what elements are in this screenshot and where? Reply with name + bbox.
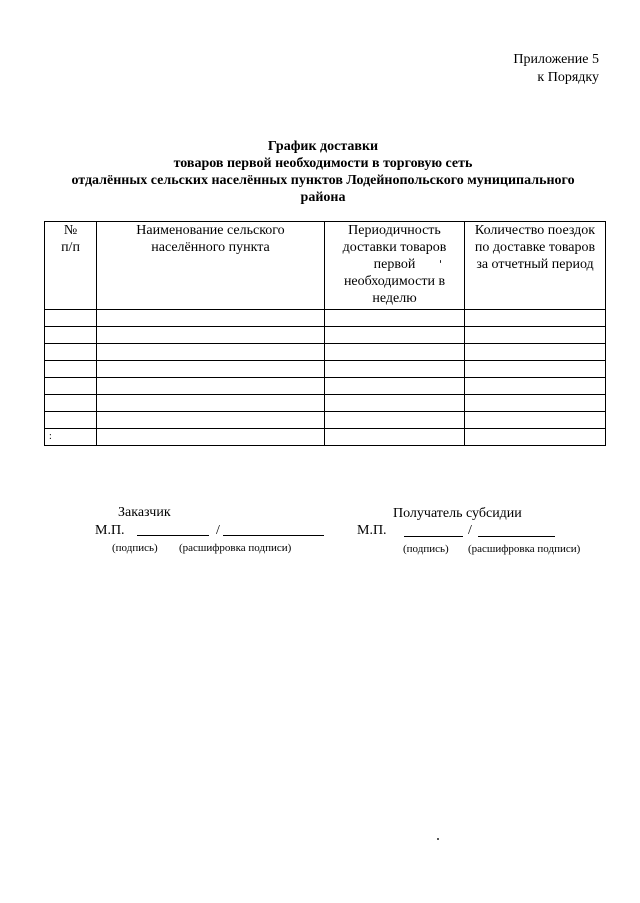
table-row: [45, 378, 606, 395]
table-cell: [97, 310, 325, 327]
scan-speck: [437, 838, 439, 840]
header-settlement-name: Наименование сельского населённого пункта: [97, 222, 325, 310]
table-row: [45, 395, 606, 412]
recipient-slash: /: [468, 523, 472, 538]
customer-decode-line[interactable]: [223, 522, 324, 536]
title-line-1: График доставки: [267, 139, 379, 154]
table-cell: [45, 344, 97, 361]
table-cell: [465, 361, 606, 378]
title-line-3: отдалённых сельских населённых пунктов Лодейнопольского муниципального: [71, 173, 575, 188]
table-cell: [325, 310, 465, 327]
table-cell: [325, 429, 465, 446]
recipient-role: Получатель субсидии: [393, 506, 522, 521]
customer-sign-caption: (подпись): [112, 542, 158, 554]
table-row: [45, 327, 606, 344]
table-cell: [465, 395, 606, 412]
recipient-decode-line[interactable]: [478, 523, 555, 537]
table-cell: [465, 429, 606, 446]
delivery-schedule-table: [44, 221, 606, 446]
header-delivery-frequency: Периодичность доставки товаров первой необходимости в неделю: [325, 222, 465, 310]
table-cell: [325, 327, 465, 344]
appendix-reference: к Порядку: [537, 70, 599, 85]
customer-stamp-label: М.П.: [95, 523, 125, 538]
header-trip-count: Количество поездок по доставке товаров за отчетный период: [465, 222, 606, 310]
header-number: № п/п: [45, 222, 97, 310]
table-cell: [325, 344, 465, 361]
table-cell: [465, 310, 606, 327]
table-cell: [325, 378, 465, 395]
table-cell: [325, 361, 465, 378]
table-cell: [45, 310, 97, 327]
table-cell: [97, 429, 325, 446]
table-cell: [97, 412, 325, 429]
appendix-number: Приложение 5: [513, 52, 599, 67]
table-cell: :: [45, 429, 97, 446]
table-row: [45, 310, 606, 327]
table-cell: [45, 395, 97, 412]
table-cell: [465, 412, 606, 429]
recipient-decode-caption: (расшифровка подписи): [468, 543, 581, 555]
customer-slash: /: [216, 523, 220, 538]
title-line-2: товаров первой необходимости в торговую сеть: [173, 156, 473, 171]
table-row: [45, 412, 606, 429]
appendix-header: [513, 51, 599, 87]
table-cell: [325, 412, 465, 429]
customer-decode-caption: (расшифровка подписи): [179, 542, 292, 554]
recipient-signature-line[interactable]: [404, 523, 463, 537]
customer-role: Заказчик: [118, 505, 171, 520]
table-cell: [465, 327, 606, 344]
table-cell: [465, 378, 606, 395]
table-cell: [45, 327, 97, 344]
table-cell: [45, 412, 97, 429]
scan-speck: [440, 260, 441, 263]
document-title: [40, 138, 606, 206]
table-cell: [45, 378, 97, 395]
table-cell: [97, 361, 325, 378]
table-cell: [465, 344, 606, 361]
table-row: [45, 361, 606, 378]
table-cell: [45, 361, 97, 378]
table-cell: [325, 395, 465, 412]
customer-signature-line[interactable]: [137, 522, 209, 536]
title-line-4: района: [300, 190, 346, 205]
table-header-row: [45, 222, 606, 310]
table-cell: [97, 327, 325, 344]
table-cell: [97, 378, 325, 395]
table-row: [45, 344, 606, 361]
table-row: [45, 429, 606, 446]
recipient-sign-caption: (подпись): [403, 543, 449, 555]
recipient-stamp-label: М.П.: [357, 523, 387, 538]
table-cell: [97, 344, 325, 361]
table-cell: [97, 395, 325, 412]
